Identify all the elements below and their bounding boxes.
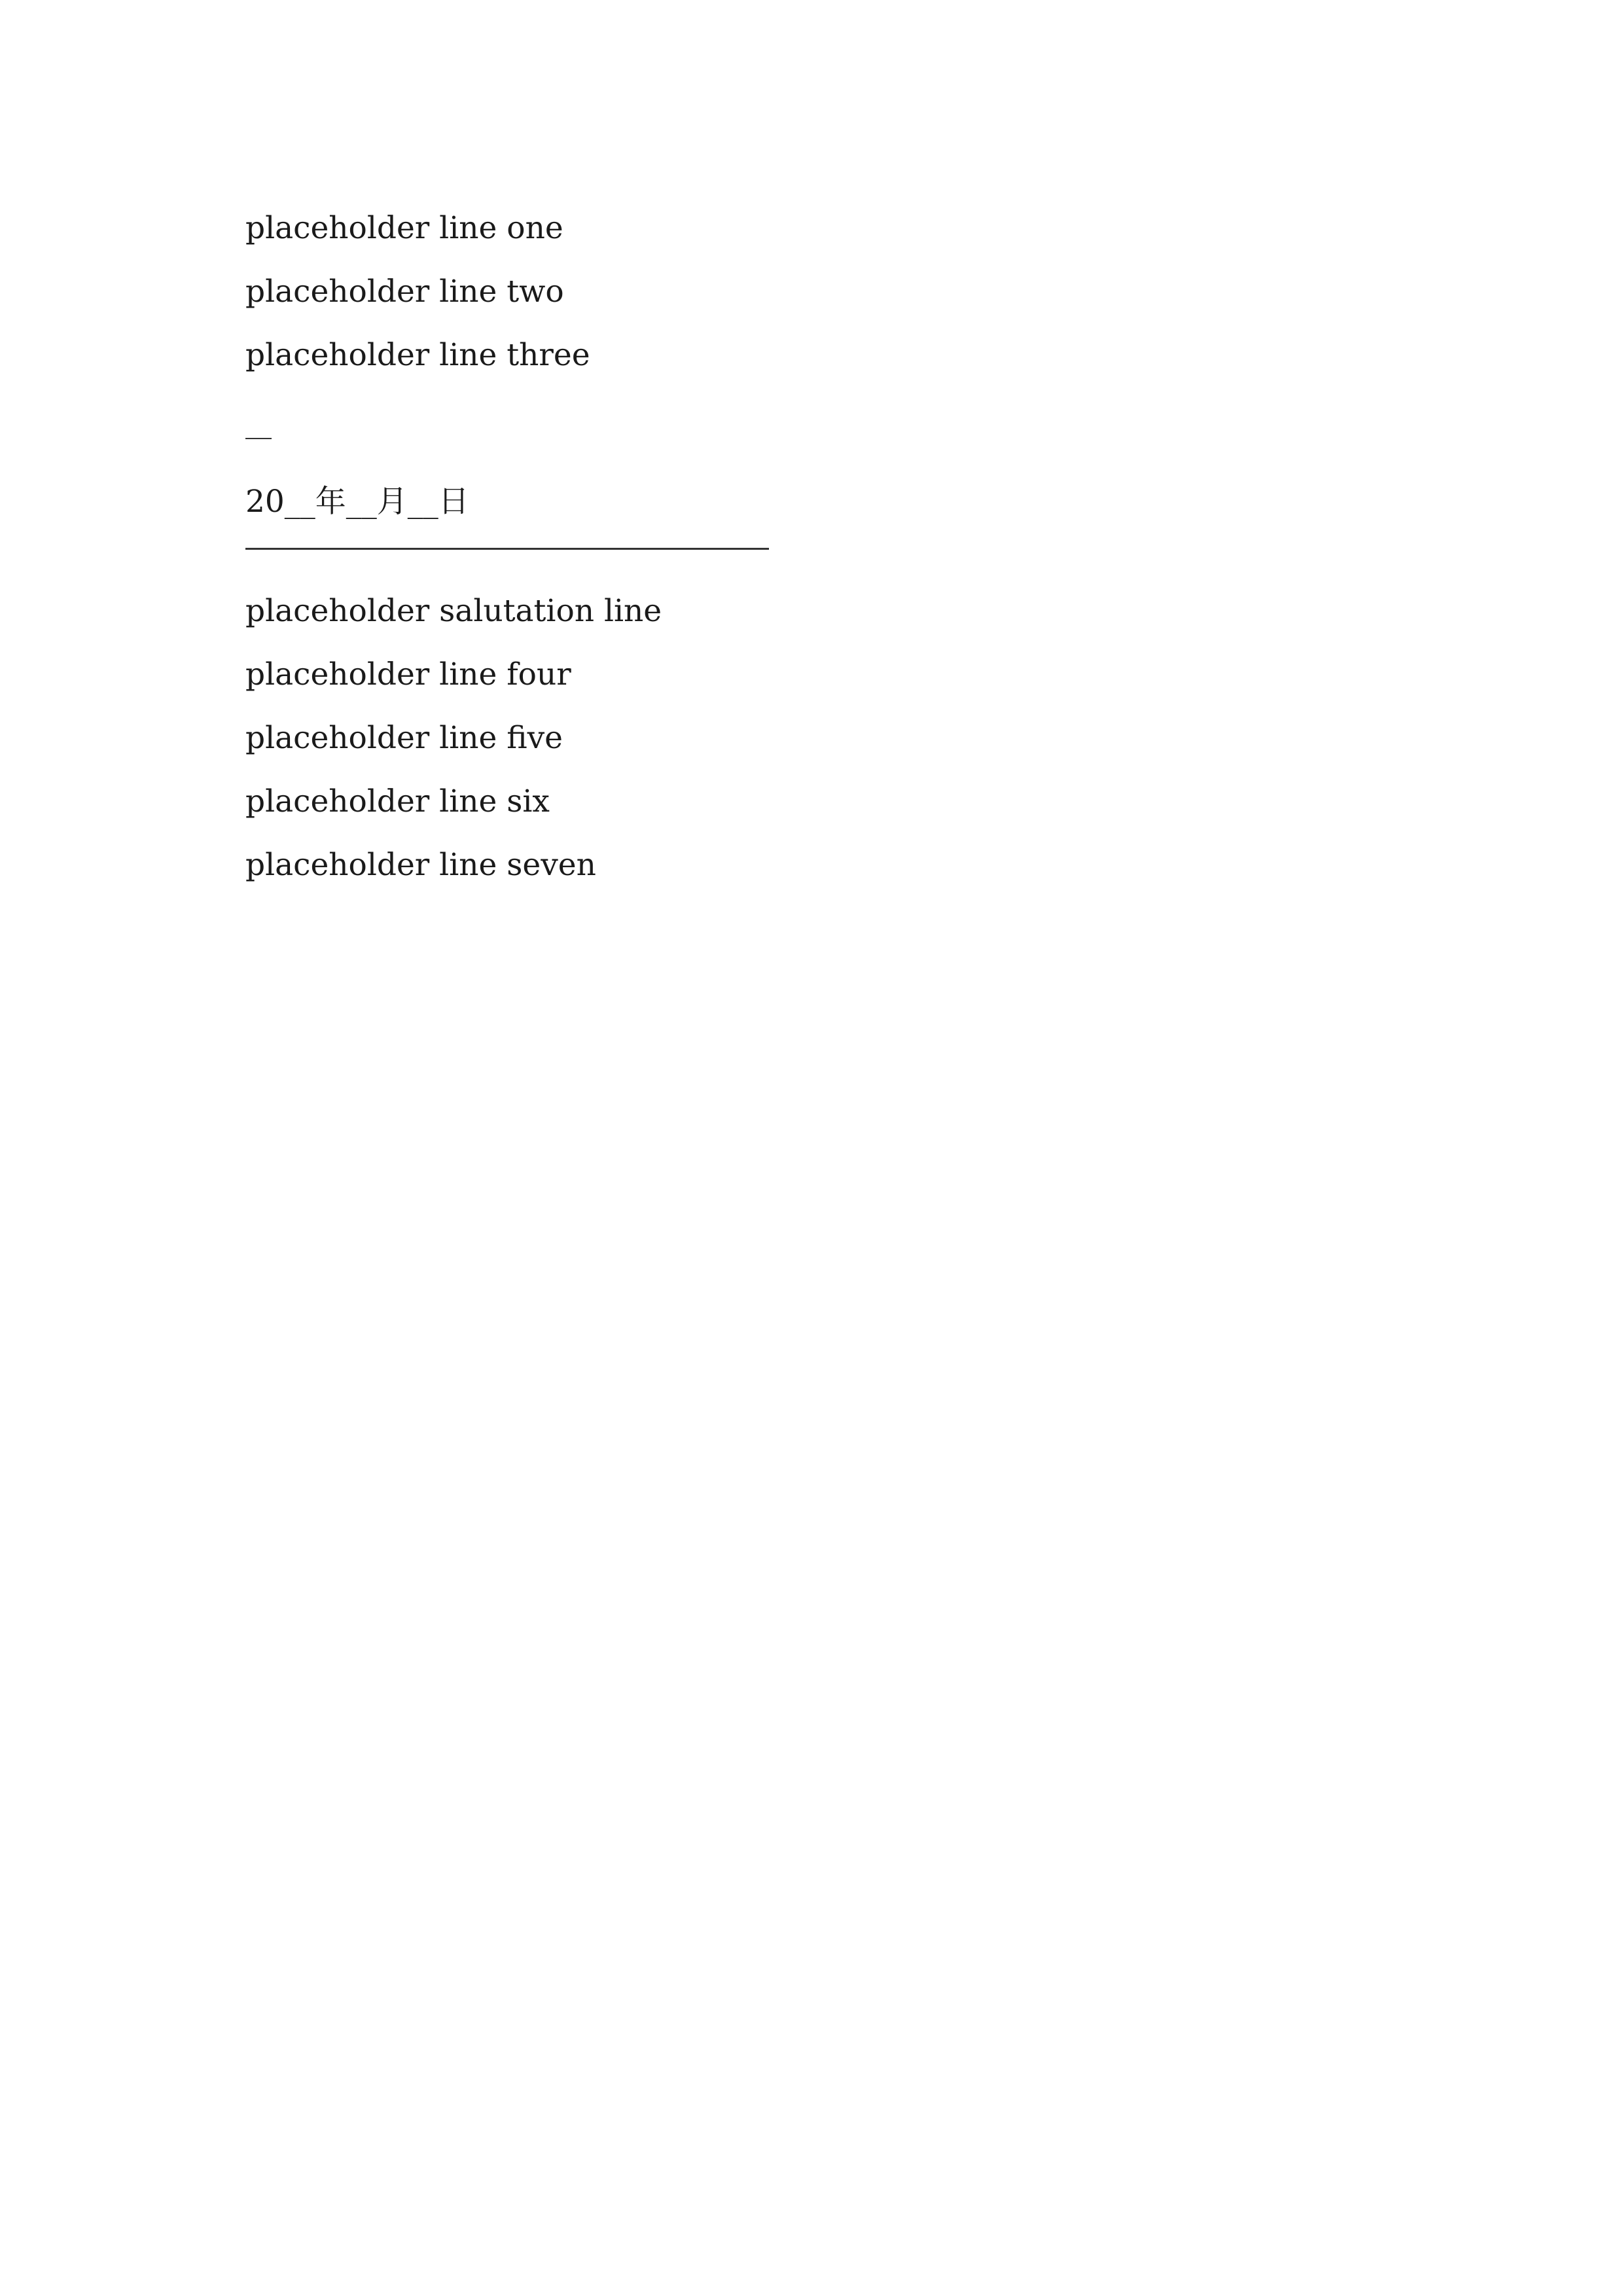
salutation: placeholder salutation line xyxy=(245,593,662,629)
paragraph: placeholder line seven xyxy=(245,847,596,883)
date-line: 20__年__月__日 xyxy=(245,484,469,520)
document-body xyxy=(245,196,1397,897)
paragraph: placeholder line two xyxy=(245,274,564,310)
section-divider xyxy=(245,533,1397,579)
signature-line xyxy=(245,406,1397,470)
paragraph: placeholder line three xyxy=(245,337,590,373)
spacer xyxy=(245,387,1397,406)
paragraph: placeholder line five xyxy=(245,720,563,756)
paragraph: placeholder line six xyxy=(245,783,550,819)
paragraph: placeholder line four xyxy=(245,656,571,692)
paragraph: placeholder line one xyxy=(245,210,563,246)
